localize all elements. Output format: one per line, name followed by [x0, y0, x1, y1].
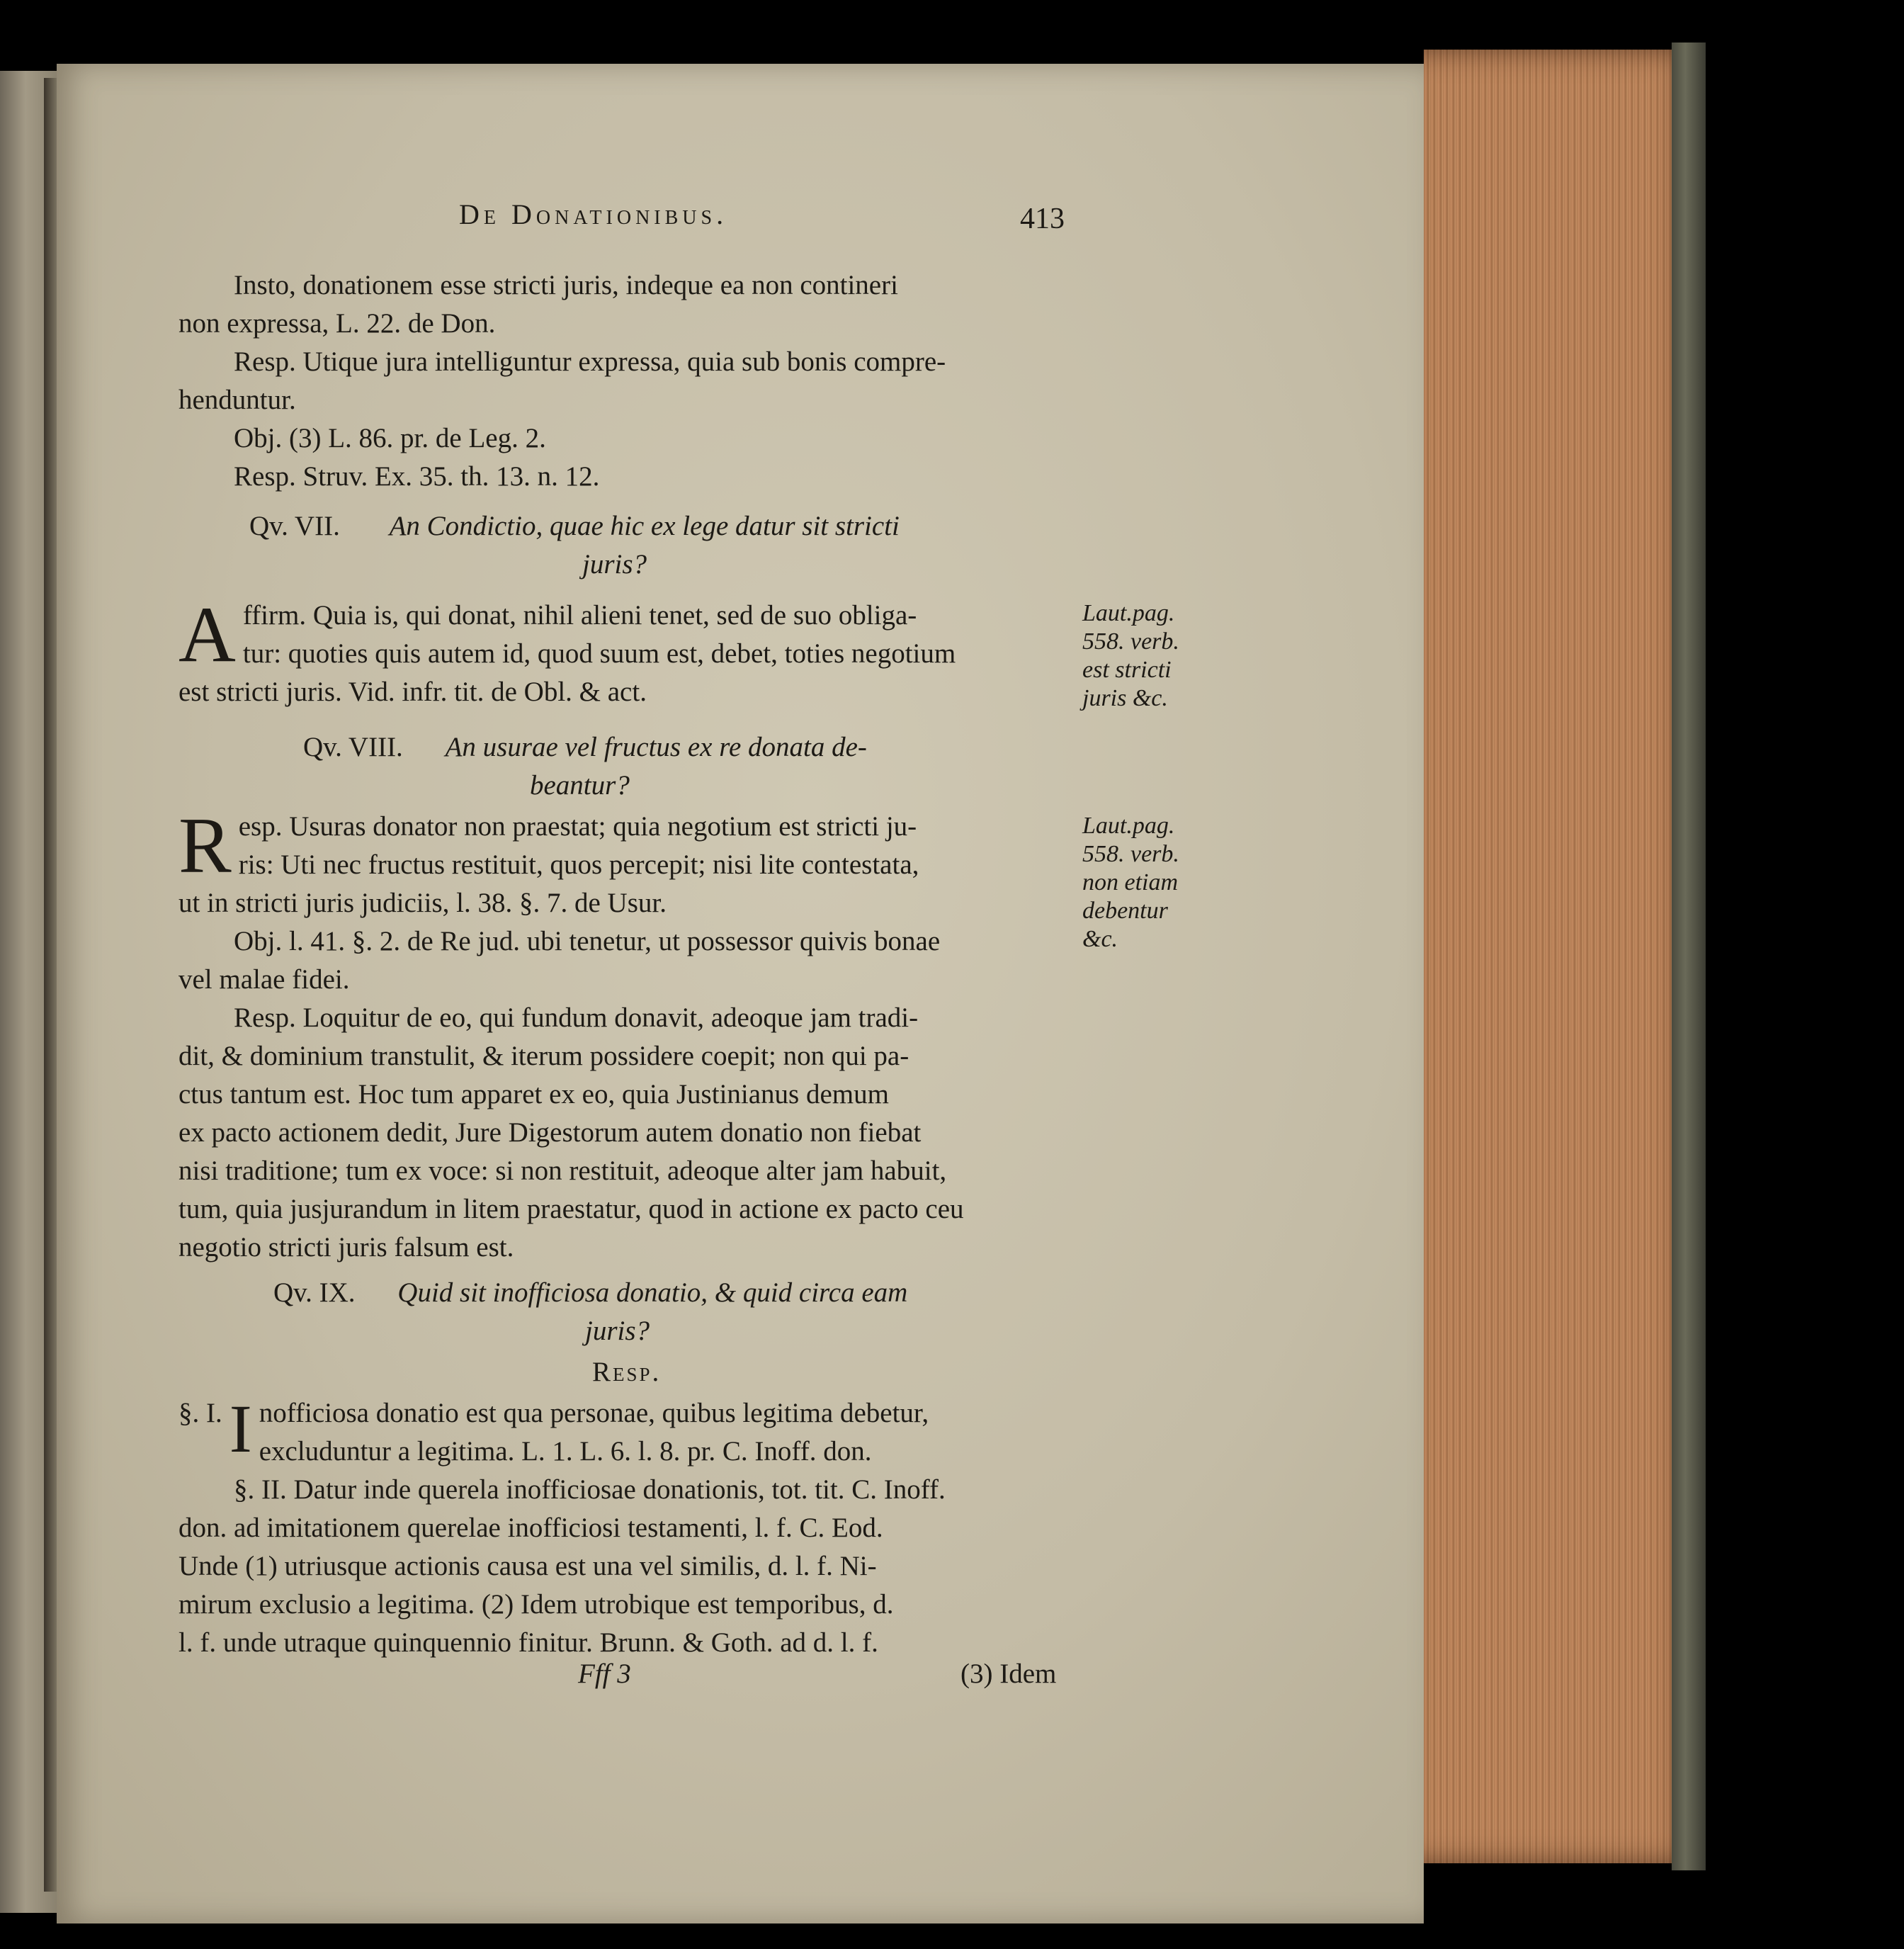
text-line: mirum exclusio a legitima. (2) Idem utrobique est temporibus, d.: [178, 1589, 894, 1620]
text-line: ctus tantum est. Hoc tum apparet ex eo, quia Justinianus demum: [178, 1079, 889, 1109]
text-line: Resp. Loquitur de eo, qui fundum donavit, adeoque jam tradi-: [234, 1002, 919, 1033]
question-vii: [249, 507, 1099, 584]
answer-resp-viii: [178, 802, 1080, 1267]
text-line: vel malae fidei.: [178, 964, 350, 995]
question-ix: [273, 1274, 1123, 1350]
text-line: Obj. (3) L. 86. pr. de Leg. 2.: [234, 423, 546, 453]
book-cover-edge: [1672, 43, 1706, 1870]
drop-cap: R: [178, 802, 232, 890]
question-text: Quid sit inofficiosa donatio, & quid circa eam: [397, 1277, 908, 1308]
text-line: don. ad imitationem querelae inofficiosi testamenti, l. f. C. Eod.: [178, 1513, 883, 1543]
text-line: nisi traditione; tum ex voce: si non restituit, adeoque alter jam habuit,: [178, 1156, 947, 1186]
page-number: 413: [1020, 203, 1065, 235]
running-head: De Donationibus.: [459, 198, 728, 230]
page-edges: [1424, 50, 1704, 1863]
text-line: henduntur.: [178, 385, 296, 415]
margin-note-resp-viii: [1082, 812, 1210, 954]
section-ii: [178, 1471, 1080, 1662]
text-line: est stricti juris. Vid. infr. tit. de Obl. & act.: [178, 677, 647, 707]
answer-affirm: [178, 591, 1080, 711]
text-line: §. II. Datur inde querela inofficiosae donationis, tot. tit. C. Inoff.: [234, 1474, 946, 1505]
resp-heading: Resp.: [592, 1357, 662, 1387]
margin-note-affirm: [1082, 599, 1210, 713]
question-label: Qv. IX.: [273, 1277, 356, 1308]
signature-mark: Fff 3: [578, 1659, 631, 1689]
question-text-cont: beantur?: [530, 770, 630, 801]
text-line: tum, quia jusjurandum in litem praestatur, quod in actione ex pacto ceu: [178, 1194, 964, 1224]
margin-line: 558. verb.: [1082, 841, 1179, 867]
margin-line: 558. verb.: [1082, 628, 1179, 655]
text-line: Resp. Struv. Ex. 35. th. 13. n. 12.: [234, 461, 600, 492]
text-line: Resp. Utique jura intelliguntur expressa, quia sub bonis compre-: [234, 346, 946, 377]
question-viii: [303, 728, 1153, 805]
margin-line: juris &c.: [1082, 685, 1168, 711]
text-line: Obj. l. 41. §. 2. de Re jud. ubi tenetur, ut possessor quivis bonae: [234, 926, 941, 956]
text-line: negotio stricti juris falsum est.: [178, 1232, 514, 1262]
section-i: [178, 1391, 1080, 1471]
text-line: l. f. unde utraque quinquennio finitur. Brunn. & Goth. ad d. l. f.: [178, 1627, 878, 1658]
margin-line: est stricti: [1082, 657, 1172, 683]
text-line: esp. Usuras donator non praestat; quia negotium est stricti ju-: [238, 811, 917, 842]
block-insto: [178, 266, 1080, 496]
catchword: (3) Idem: [960, 1659, 1057, 1689]
question-label: Qv. VIII.: [303, 732, 403, 762]
text-line: dit, & dominium transtulit, & iterum possidere coepit; non qui pa-: [178, 1041, 910, 1071]
text-line: ris: Uti nec fructus restituit, quos percepit; nisi lite contestata,: [238, 849, 919, 880]
margin-line: debentur: [1082, 898, 1168, 924]
margin-line: Laut.pag.: [1082, 813, 1175, 839]
text-line: ffirm. Quia is, qui donat, nihil alieni tenet, sed de suo obliga-: [242, 600, 917, 631]
text-line: ex pacto actionem dedit, Jure Digestorum autem donatio non fiebat: [178, 1117, 922, 1148]
question-text: An Condictio, quae hic ex lege datur sit stricti: [389, 511, 900, 541]
margin-line: non etiam: [1082, 869, 1179, 896]
margin-line: &c.: [1082, 926, 1118, 952]
text-line: excluduntur a legitima. L. 1. L. 6. l. 8. pr. C. Inoff. don.: [259, 1436, 872, 1467]
drop-cap: I: [229, 1391, 252, 1467]
margin-line: Laut.pag.: [1082, 600, 1175, 626]
question-text-cont: juris?: [582, 549, 647, 580]
text-line: Insto, donationem esse stricti juris, indeque ea non contineri: [234, 270, 898, 300]
text-line: Unde (1) utriusque actionis causa est una vel similis, d. l. f. Ni-: [178, 1551, 877, 1581]
drop-cap: A: [178, 591, 236, 679]
text-line: ut in stricti juris judiciis, l. 38. §. 7. de Usur.: [178, 888, 667, 918]
question-label: Qv. VII.: [249, 511, 340, 541]
question-text: An usurae vel fructus ex re donata de-: [445, 732, 867, 762]
section-label: §. I.: [178, 1398, 222, 1428]
text-line: nofficiosa donatio est qua personae, quibus legitima debetur,: [259, 1398, 929, 1428]
question-text-cont: juris?: [585, 1316, 650, 1346]
text-line: tur: quoties quis autem id, quod suum est, debet, toties negotium: [242, 638, 956, 669]
text-line: non expressa, L. 22. de Don.: [178, 308, 496, 339]
